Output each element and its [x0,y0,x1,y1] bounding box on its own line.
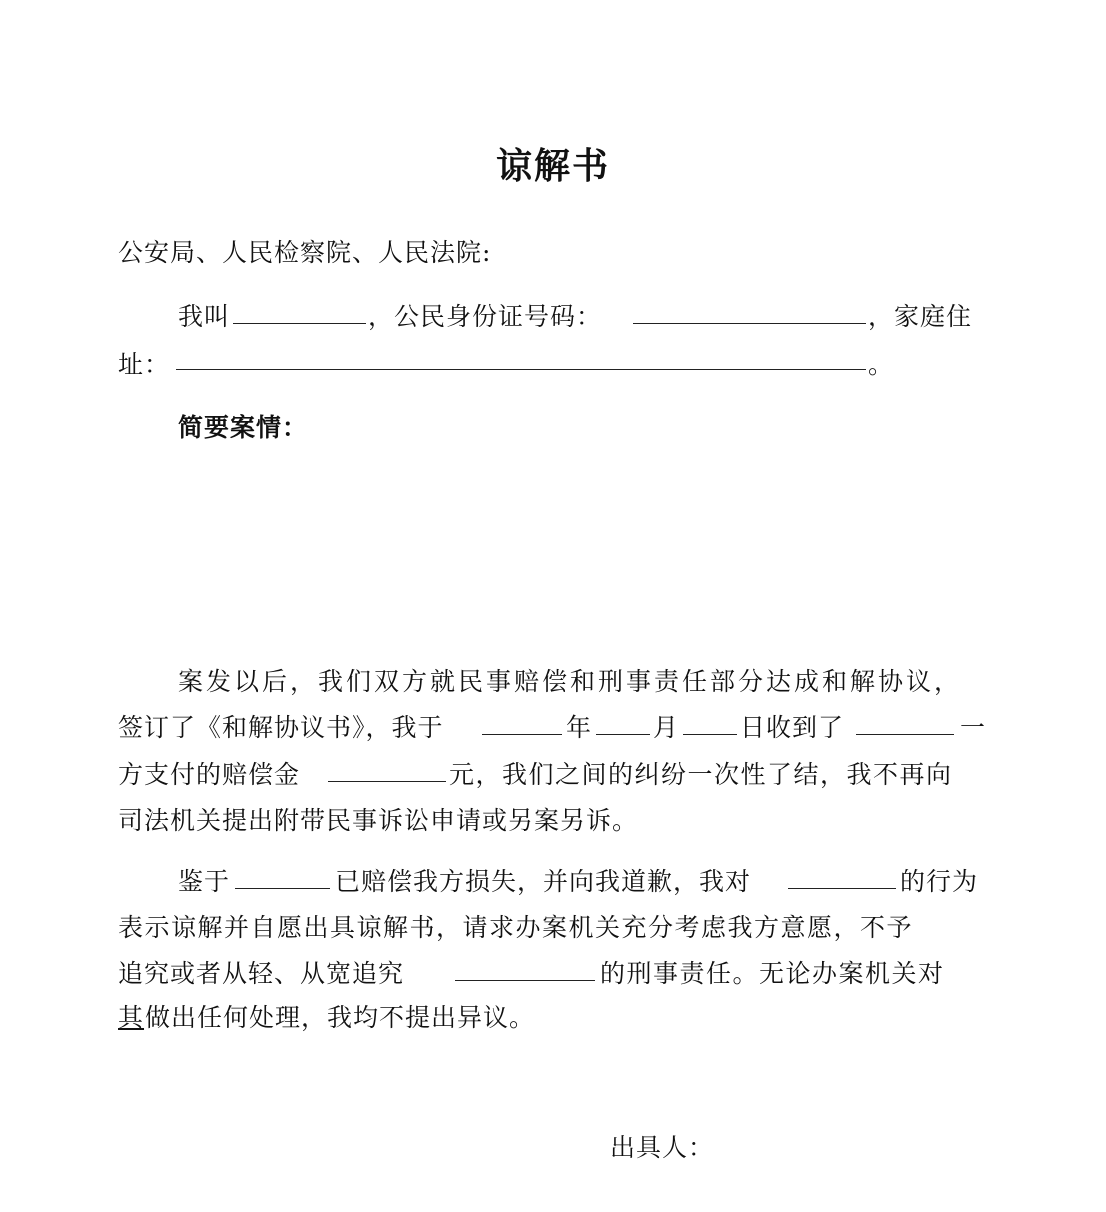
settlement-line-2-end: 一 [960,713,987,742]
offender-blank [235,888,330,889]
compensation-amount-blank [328,781,446,782]
settlement-line-3-start: 方支付的赔偿金 [118,760,301,789]
forgiveness-line-4-start: 其 [118,1003,145,1032]
address-blank [176,369,866,370]
forgiveness-line-3-end: 的刑事责任。无论办案机关对 [600,959,945,988]
forgiveness-line-1-mid: 已赔偿我方损失，并向我道歉，我对 [335,867,752,896]
offender-blank-3 [455,980,595,981]
day-received-label: 日收到了 [740,713,845,742]
forgiveness-line-3-start: 追究或者从轻、从宽追究 [118,959,405,988]
settlement-line-2-start: 签订了《和解协议书》，我于 [118,713,444,742]
forgiveness-line-4-end: 做出任何处理，我均不提出异议。 [145,1003,536,1032]
forgiveness-line-2: 表示谅解并自愿出具谅解书，请求办案机关充分考虑我方意愿，不予 [118,913,914,942]
address-period: 。 [868,350,895,379]
settlement-line-4: 司法机关提出附带民事诉讼申请或另案另诉。 [118,806,639,835]
day-blank [683,734,737,735]
settlement-line-3-end: 元，我们之间的纠纷一次性了结，我不再向 [449,760,953,789]
forgiveness-line-1-end: 的行为 [900,867,979,896]
id-number-label: ，公民身份证号码： [368,302,603,331]
salutation: 公安局、人民检察院、人民法院: [118,238,492,267]
year-blank [482,734,562,735]
name-blank [233,323,366,324]
address-label-start: ，家庭住 [868,302,973,331]
forgiveness-line-1-start: 鉴于 [178,867,231,896]
month-label: 月 [653,713,680,742]
name-prefix: 我叫 [178,302,231,331]
settlement-line-1: 案发以后，我们双方就民事赔偿和刑事责任部分达成和解协议， [178,667,963,696]
address-label-end: 址： [118,350,171,379]
case-heading: 简要案情： [178,413,309,442]
signer-label: 出具人： [610,1133,715,1162]
document-title: 谅解书 [495,145,610,187]
month-blank [596,734,650,735]
offender-blank-2 [788,888,896,889]
year-label: 年 [566,713,593,742]
payer-blank [856,734,954,735]
id-number-blank [633,323,866,324]
